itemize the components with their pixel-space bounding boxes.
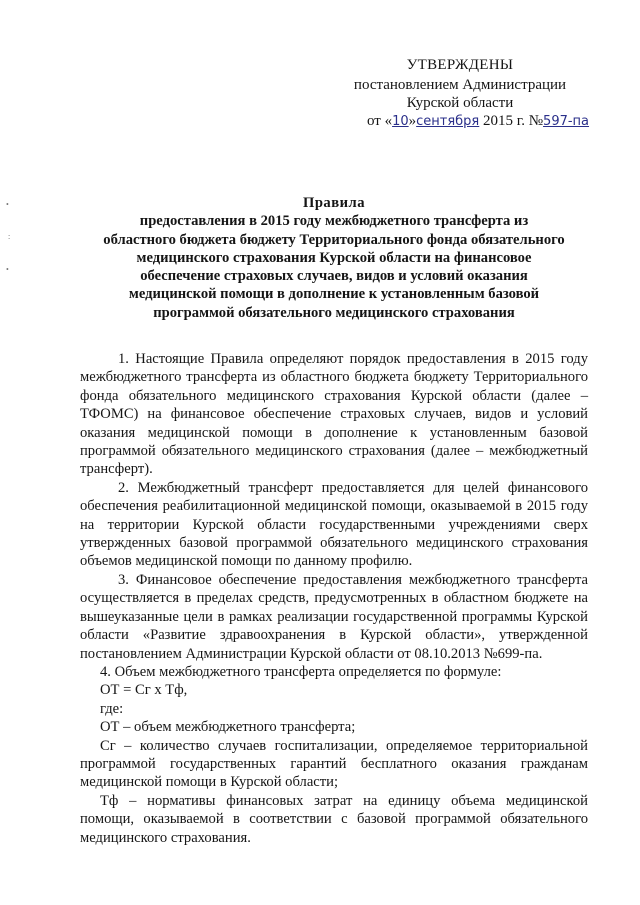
paragraph-4: 4. Объем межбюджетного трансферта определяется по формуле:: [100, 663, 502, 680]
approval-stamp: [330, 56, 590, 131]
date-mid: »: [408, 113, 417, 129]
title-line: предоставления в 2015 году межбюджетного трансферта из: [139, 213, 529, 230]
paragraph-3: 3. Финансовое обеспечение предоставления межбюджетного трансферта осуществляется в пределах средств, предусмотренных в областном бюджете на вышеуказанные цели в рамках реализации государственной программы Курской области «Развитие здравоохранения в Курской области», утвержденной постановлением Администрации Курской области от 08.10.2013 №699-па.: [80, 571, 588, 662]
scan-mark: :: [8, 232, 11, 241]
approval-region: Курской области: [406, 95, 514, 111]
approval-authority: постановлением Администрации: [353, 77, 567, 93]
document-body: [80, 350, 588, 847]
title-main: Правила: [302, 195, 366, 211]
paragraph-1: 1. Настоящие Правила определяют порядок предоставления в 2015 году межбюджетного трансферта из областного бюджета бюджету Территориального фонда обязательного медицинского страхования Курской области (далее – ТФОМС) на финансовое обеспечение страховых случаев, видов и условий оказания медицинской помощи в дополнение к установленным базовой программой обязательного медицинского страхования (далее – межбюджетный трансферт).: [80, 351, 588, 478]
formula-where: где:: [100, 700, 124, 717]
date-prefix: от «: [366, 113, 393, 129]
formula: ОТ = Сг х Тф,: [100, 682, 188, 699]
date-year: 2015 г. №: [479, 113, 544, 129]
document-title: [80, 194, 588, 322]
title-line: программой обязательного медицинского страхования: [153, 304, 515, 321]
definition-ot: ОТ – объем межбюджетного трансферта;: [100, 719, 356, 736]
scan-mark: •: [6, 265, 9, 274]
date-number: 597-па: [543, 114, 590, 129]
date-month: сентября: [416, 114, 480, 129]
paragraph-2: 2. Межбюджетный трансферт предоставляется для целей финансового обеспечения реабилитационной медицинской помощи, оказываемой в 2015 году на территории Курской области государственными учреждениями сверх утвержденных базовой программой обязательного медицинского страхования объемов медицинской помощи по данному профилю.: [80, 479, 588, 570]
definition-sg: Сг – количество случаев госпитализации, определяемое территориальной программой государственных гарантий бесплатного оказания гражданам медицинской помощи в Курской области;: [80, 737, 588, 791]
date-day: 10: [392, 114, 409, 129]
approval-date: [348, 112, 608, 131]
scan-mark: •: [6, 200, 9, 209]
definition-tf: Тф – нормативы финансовых затрат на единицу объема медицинской помощи, оказываемой в соответствии с базовой программой обязательного медицинского страхования.: [80, 792, 588, 846]
title-line: медицинской помощи в дополнение к установленным базовой: [128, 286, 540, 303]
title-line: медицинского страхования Курской области на финансовое: [136, 249, 532, 266]
title-line: обеспечение страховых случаев, видов и условий оказания: [140, 268, 528, 285]
title-line: областного бюджета бюджету Территориального фонда обязательного: [103, 231, 565, 248]
approval-title: УТВЕРЖДЕНЫ: [406, 57, 514, 73]
